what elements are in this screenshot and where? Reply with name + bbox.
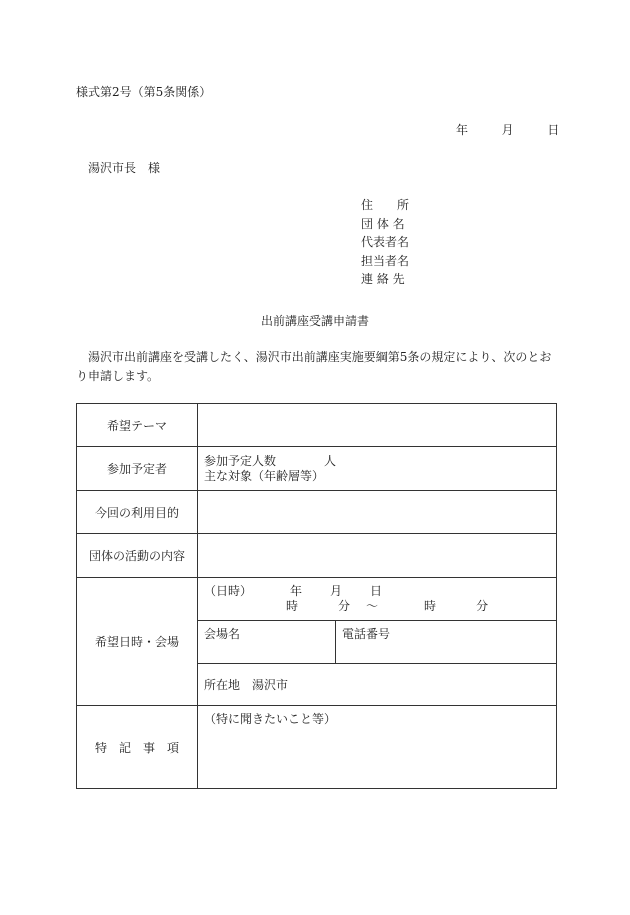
datetime-tilde: ～ <box>366 599 379 613</box>
location-field[interactable] <box>198 664 557 706</box>
datetime-year: 年 <box>290 584 303 598</box>
participants-count-line <box>204 454 556 469</box>
applicant-group-name-label: 団 体 名 <box>361 216 405 231</box>
datetime-month: 月 <box>330 584 343 598</box>
location-label: 所在地 湯沢市 <box>204 678 289 692</box>
applicant-contact-person-label: 担当者名 <box>361 253 410 268</box>
datetime-minute-end: 分 <box>476 599 489 613</box>
applicant-block <box>361 198 409 291</box>
applicant-address-label: 住 所 <box>361 198 410 212</box>
table-row <box>77 404 557 447</box>
table-row <box>77 491 557 534</box>
document-title: 出前講座受講申請書 <box>260 314 369 328</box>
table-row <box>77 534 557 578</box>
venue-field[interactable] <box>198 621 336 664</box>
activity-label: 団体の活動の内容 <box>77 534 198 578</box>
notes-label: 特 記 事 項 <box>77 706 198 789</box>
table-row <box>77 578 557 621</box>
datetime-time-line <box>204 599 556 614</box>
activity-field[interactable] <box>198 534 557 578</box>
participants-unit: 人 <box>324 453 337 468</box>
datetime-hour-end: 時 <box>424 599 437 613</box>
application-form-table <box>76 403 557 789</box>
venue-label: 会場名 <box>204 627 241 641</box>
datetime-field[interactable] <box>198 578 557 621</box>
participants-target-label: 主な対象（年齢層等） <box>204 468 325 483</box>
notes-field[interactable] <box>198 706 557 789</box>
applicant-contact-label: 連 絡 先 <box>361 272 405 286</box>
applicant-representative-label: 代表者名 <box>361 235 410 249</box>
datetime-day: 日 <box>370 584 383 598</box>
purpose-field[interactable] <box>198 491 557 534</box>
form-number: 様式第2号（第5条関係） <box>76 85 212 99</box>
datetime-label: 希望日時・会場 <box>77 578 198 706</box>
table-row <box>77 706 557 789</box>
theme-field[interactable] <box>198 404 557 447</box>
addressee: 湯沢市長 様 <box>88 161 161 175</box>
datetime-hour: 時 <box>286 599 299 613</box>
date-line <box>456 123 559 138</box>
datetime-prefix: （日時） <box>204 584 253 598</box>
body-text: 湯沢市出前講座を受講したく、湯沢市出前講座実施要綱第5条の規定により、次のとおり申請します。 <box>76 350 552 383</box>
phone-field[interactable] <box>336 621 557 664</box>
notes-hint: （特に聞きたいこと等） <box>204 712 337 726</box>
purpose-label: 今回の利用目的 <box>77 491 198 534</box>
datetime-date-line <box>204 584 556 599</box>
participants-field[interactable] <box>198 447 557 491</box>
phone-label: 電話番号 <box>342 627 391 641</box>
date-year: 年 <box>456 123 469 137</box>
date-day: 日 <box>547 123 560 137</box>
theme-label: 希望テーマ <box>77 404 198 447</box>
participants-count-label: 参加予定人数 <box>204 453 277 468</box>
table-row <box>77 447 557 491</box>
datetime-minute: 分 <box>338 599 351 613</box>
date-month: 月 <box>501 123 514 137</box>
participants-label: 参加予定者 <box>77 447 198 491</box>
